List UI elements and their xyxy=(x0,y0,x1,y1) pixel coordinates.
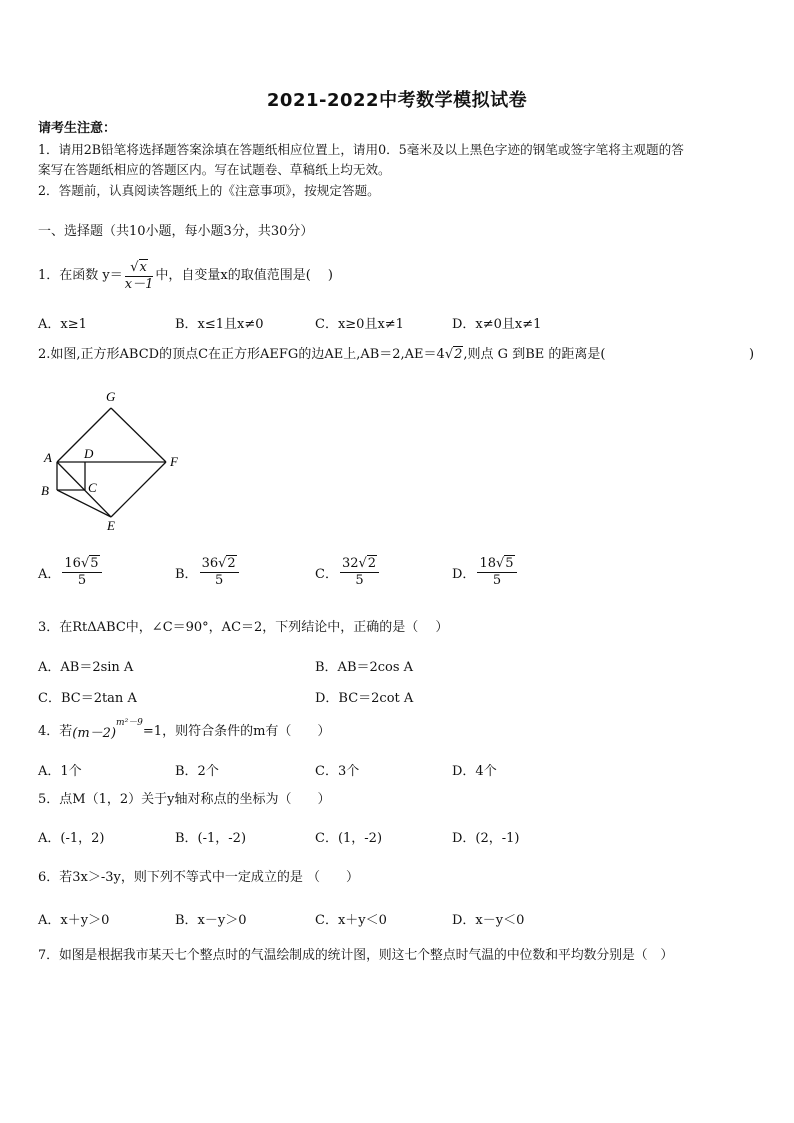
question-3: 3．在RtΔABC中，∠C＝90°，AC＝2，下列结论中，正确的是（ ） xyxy=(38,620,449,635)
question-1 xyxy=(38,256,333,296)
notice-line-2: 案写在答题纸相应的答题区内。写在试题卷、草稿纸上均无效。 xyxy=(38,162,391,177)
q1-fraction: $\frac{√x}{x-1}$ xyxy=(124,259,154,292)
q1-option-a[interactable]: A．x≥1 xyxy=(38,317,87,332)
question-5: 5．点M（1，2）关于y轴对称点的坐标为（ ） xyxy=(38,792,331,807)
label-E: E xyxy=(107,518,115,533)
label-A: A xyxy=(44,450,52,465)
q4-option-c[interactable]: C．3个 xyxy=(315,764,360,779)
q2-option-a[interactable]: A． $\frac{16√5}{5}$ xyxy=(38,556,104,589)
q1-option-d[interactable]: D．x≠0且x≠1 xyxy=(452,317,542,332)
question-2: 2.如图,正方形ABCD的顶点C在正方形AEFG的边AE上,AB＝2,AE＝4 √2 ,则点 G 到BE 的距离是( xyxy=(38,345,605,365)
q3-option-d[interactable]: D．BC＝2cot A xyxy=(315,691,414,706)
q1-option-b[interactable]: B．x≤1且x≠0 xyxy=(175,317,264,332)
q5-option-a[interactable]: A．(-1，2) xyxy=(38,831,105,846)
notice-line-3: 2．答题前，认真阅读答题纸上的《注意事项》，按规定答题。 xyxy=(38,183,380,198)
question-6: 6．若3x＞-3y，则下列不等式中一定成立的是 （ ） xyxy=(38,870,360,885)
label-C: C xyxy=(88,480,97,495)
q2-option-b[interactable]: B． $\frac{36√2}{5}$ xyxy=(175,556,241,589)
q6-option-c[interactable]: C．x＋y＜0 xyxy=(315,913,387,928)
label-G: G xyxy=(106,389,116,404)
q6-option-d[interactable]: D．x－y＜0 xyxy=(452,913,525,928)
q2-geometry-figure xyxy=(35,385,195,535)
exam-title: 2021-2022中考数学模拟试卷 xyxy=(266,90,528,111)
q1-suffix: 中，自变量x的取值范围是( ) xyxy=(155,268,333,283)
edge-FE xyxy=(111,462,166,517)
label-D: D xyxy=(84,446,94,461)
q1-prefix: 1．在函数 y＝ xyxy=(38,268,123,283)
notice-line-1: 1．请用2B铅笔将选择题答案涂填在答题纸相应位置上，请用0．5毫米及以上黑色字迹的钢笔或签字笔将主观题的答 xyxy=(38,142,684,157)
q3-option-a[interactable]: A．AB＝2sin A xyxy=(38,660,134,675)
q4-option-d[interactable]: D．4个 xyxy=(452,764,497,779)
q6-option-a[interactable]: A．x＋y＞0 xyxy=(38,913,110,928)
edge-GF xyxy=(111,408,166,462)
edge-BE xyxy=(57,490,111,517)
notice-heading: 请考生注意： xyxy=(38,121,117,136)
question-7: 7．如图是根据我市某天七个整点时的气温绘制成的统计图，则这七个整点时气温的中位数和平均数分别是（ ） xyxy=(38,948,674,963)
q2-close-paren: ) xyxy=(749,347,755,362)
q6-option-b[interactable]: B．x－y＞0 xyxy=(175,913,247,928)
q3-option-b[interactable]: B．AB＝2cos A xyxy=(315,660,414,675)
q3-option-c[interactable]: C．BC＝2tan A xyxy=(38,691,137,706)
q4-option-a[interactable]: A．1个 xyxy=(38,764,82,779)
q4-option-b[interactable]: B．2个 xyxy=(175,764,219,779)
q2-option-d[interactable]: D． $\frac{18√5}{5}$ xyxy=(452,556,519,589)
section-heading: 一、选择题（共10小题，每小题3分，共30分） xyxy=(38,224,314,239)
q5-option-b[interactable]: B．(-1，-2) xyxy=(175,831,247,846)
label-B: B xyxy=(41,483,49,498)
question-4: 4．若 (m－2) $^{m^2-9}$ =1，则符合条件的m有（ ） xyxy=(38,718,331,741)
q2-option-c[interactable]: C． $\frac{32√2}{5}$ xyxy=(315,556,381,589)
sqrt-symbol: √2 xyxy=(444,347,463,362)
q5-option-d[interactable]: D．(2，-1) xyxy=(452,831,520,846)
label-F: F xyxy=(170,454,178,469)
q1-option-c[interactable]: C．x≥0且x≠1 xyxy=(315,317,404,332)
sqrt-symbol: √x xyxy=(130,259,147,275)
q5-option-c[interactable]: C．(1，-2) xyxy=(315,831,383,846)
